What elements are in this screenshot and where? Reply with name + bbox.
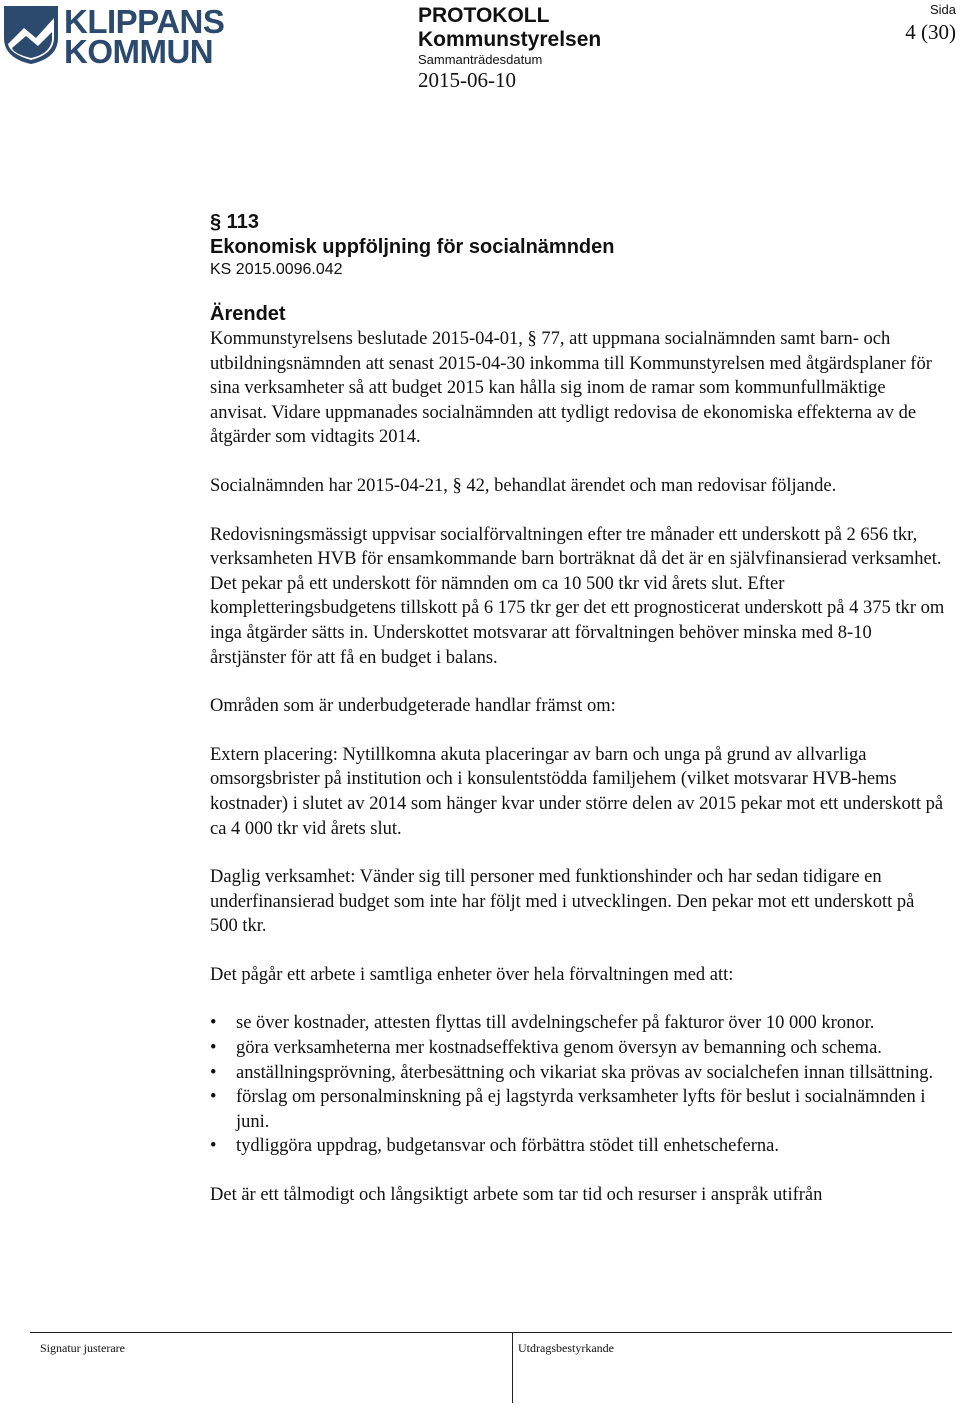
case-reference: KS 2015.0096.042	[210, 261, 343, 278]
paragraph: Socialnämnden har 2015-04-21, § 42, behandlat ärendet och man redovisar följande.	[210, 475, 837, 496]
page-label: Sida	[929, 2, 956, 17]
action-list	[210, 1011, 945, 1159]
logo-text-line1: KLIPPANS	[64, 3, 225, 40]
paragraph: Det pågår ett arbete i samtliga enheter över hela förvaltningen med att:	[210, 964, 734, 985]
meeting-date: 2015-06-10	[418, 68, 516, 92]
list-item: • se över kostnader, attesten flyttas till avdelningschefer på fakturor över 10 000 kronor.	[210, 1011, 945, 1036]
municipality-logo	[2, 3, 225, 70]
section-number: § 113	[210, 211, 259, 233]
list-item: • förslag om personalminskning på ej lagstyrda verksamheter lyfts för beslut i socialnämnden i juni.	[210, 1085, 945, 1134]
document-body	[210, 210, 945, 1208]
list-item: • tydliggöra uppdrag, budgetansvar och förbättra stödet till enhetscheferna.	[210, 1134, 945, 1159]
committee-name: Kommunstyrelsen	[418, 28, 602, 51]
extract-certification-label: Utdragsbestyrkande	[518, 1341, 614, 1355]
signature-label: Signatur justerare	[40, 1341, 125, 1355]
page-number: 4 (30)	[905, 20, 956, 44]
list-item: • göra verksamheterna mer kostnadseffektiva genom översyn av bemanning och schema.	[210, 1036, 945, 1061]
closing-paragraph: Det är ett tålmodigt och långsiktigt arbete som tar tid och resurser i anspråk utifrån	[210, 1185, 823, 1206]
footer-divider	[512, 1333, 513, 1403]
meeting-date-label: Sammanträdesdatum	[418, 52, 543, 67]
document-type: PROTOKOLL	[418, 4, 550, 27]
list-item: • anställningsprövning, återbesättning och vikariat ska prövas av socialchefen innan tillsättning.	[210, 1061, 945, 1086]
logo-text-line2: KOMMUN	[64, 33, 214, 70]
signature-footer	[30, 1332, 952, 1407]
paragraph: Kommunstyrelsens beslutade 2015-04-01, § 77, att uppmana socialnämnden samt barn- och utbildningsnämnden att senast 2015-04-30 inkomma till Kommunstyrelsen med åtgärdsplaner för sina verksamheter så att budget 2015 kan hålla sig inom de ramar som kommunfullmäktige anvisat. Vidare uppmanades socialnämnden att tydligt redovisa de ekonomiska effekterna av de åtgärder som vidtagits 2014.	[210, 329, 932, 448]
paragraph: Daglig verksamhet: Vänder sig till personer med funktionshinder och har sedan tidigare en underfinansierad budget som inte har följt med i utvecklingen. Den pekar mot ett underskott på 500 tkr.	[210, 867, 915, 937]
paragraph: Områden som är underbudgeterade handlar främst om:	[210, 696, 616, 717]
paragraph: Extern placering: Nytillkomna akuta placeringar av barn och unga på grund av allvarliga omsorgsbrister på institution och i konsulentstödda familjehem (vilket motsvarar HVB-hems kostnader) i slutet av 2014 som hänger kvar under större delen av 2015 pekar mot ett underskott på ca 4 000 tkr vid årets slut.	[210, 744, 944, 839]
paragraph: Redovisningsmässigt uppvisar socialförvaltningen efter tre månader ett underskott på 2 656 tkr, verksamheten HVB för ensamkommande barn borträknat då det är en självfinansierad verksamhet. Det pekar på ett underskott för nämnden om ca 10 500 tkr vid årets slut. Efter kompletteringsbudgetens tillskott på 6 175 tkr ger det ett prognosticerat underskott på 4 375 tkr om inga åtgärder sätts in. Underskottet motsvarar att förvaltningen behöver minska med 8-10 årstjänster för att få en budget i balans.	[210, 524, 945, 668]
subheading: Ärendet	[210, 303, 286, 325]
section-title: Ekonomisk uppföljning för socialnämnden	[210, 236, 615, 258]
coat-of-arms-icon	[2, 4, 60, 66]
